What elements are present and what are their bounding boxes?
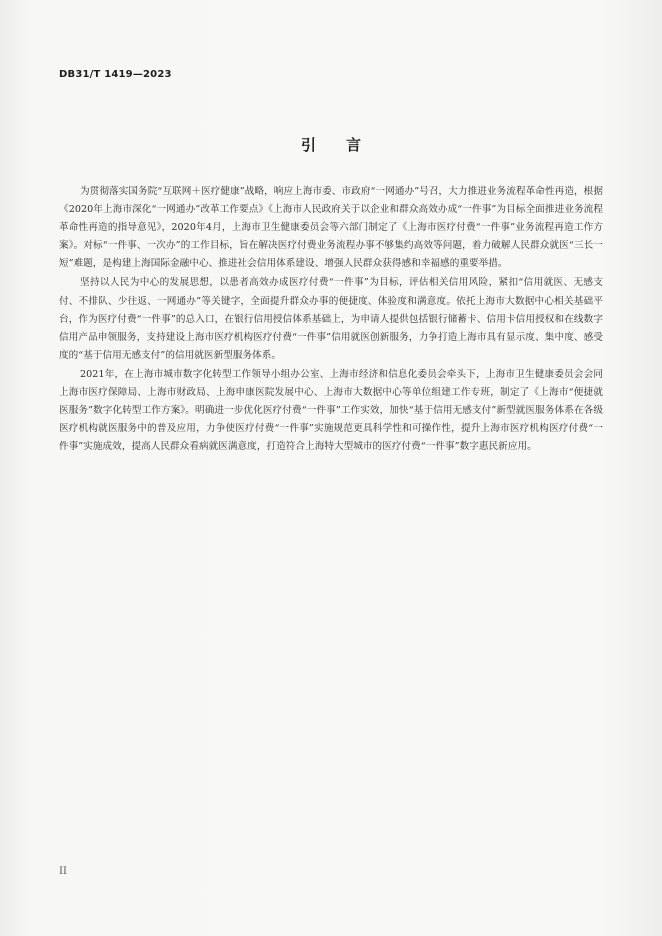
section-title: 引言 [300, 136, 391, 154]
paragraph-2: 坚持以人民为中心的发展思想，以患者高效办成医疗付费“一件事”为目标，评估相关信用风险，紧扣“信用就医、无感支付、不排队、少往返、一网通办”等关键字，全面提升群众办事的便捷度、体验度和满意度。依托上海市大数据中心相关基础平台，作为医疗付费“一件事”的总入口，在银行信用授信体系基础上，为申请人提供包括银行储蓄卡、信用卡信用授权和在线数字信用产品申领服务，支持建设上海市医疗机构医疗付费“一件事”信用就医创新服务，力争打造上海市具有显示度、集中度、感受度的“基于信用无感支付”的信用就医新型服务体系。 [59, 277, 603, 361]
paragraph-3: 2021年，在上海市城市数字化转型工作领导小组办公室、上海市经济和信息化委员会牵头下，上海市卫生健康委员会会同上海市医疗保障局、上海市财政局、上海申康医院发展中心、上海市大数据中心等单位组建工作专班，制定了《上海市“便捷就医服务”数字化转型工作方案》。明确进一步优化医疗付费“一件事”工作实效，加快“基于信用无感支付”新型就医服务体系在各级医疗机构就医服务中的普及应用，力争使医疗付费“一件事”实施规范更具科学性和可操作性，提升上海市医疗机构医疗付费“一件事”实施成效，提高人民群众看病就医满意度，打造符合上海特大型城市的医疗付费“一件事”数字惠民新应用。 [59, 368, 603, 453]
paragraph-1: 为贯彻落实国务院“互联网＋医疗健康”战略，响应上海市委、市政府“一网通办”号召，大力推进业务流程革命性再造，根据《2020年上海市深化“一网通办”改革工作要点》《上海市人民政府关于以企业和群众高效办成“一件事”为目标全面推进业务流程革命性再造的指导意见》，2020年4月，上海市卫生健康委员会等六部门制定了《上海市医疗付费“一件事”业务流程再造工作方案》。对标“一件事、一次办”的工作目标，旨在解决医疗付费业务流程办事不够集约高效等问题，着力破解人民群众就医“三长一短”难题，是构建上海国际金融中心、推进社会信用体系建设、增强人民群众获得感和幸福感的重要举措。 [59, 186, 603, 270]
standard-code: DB31/T 1419—2023 [59, 69, 172, 80]
page-number: II [59, 866, 67, 877]
body-text [59, 183, 603, 457]
